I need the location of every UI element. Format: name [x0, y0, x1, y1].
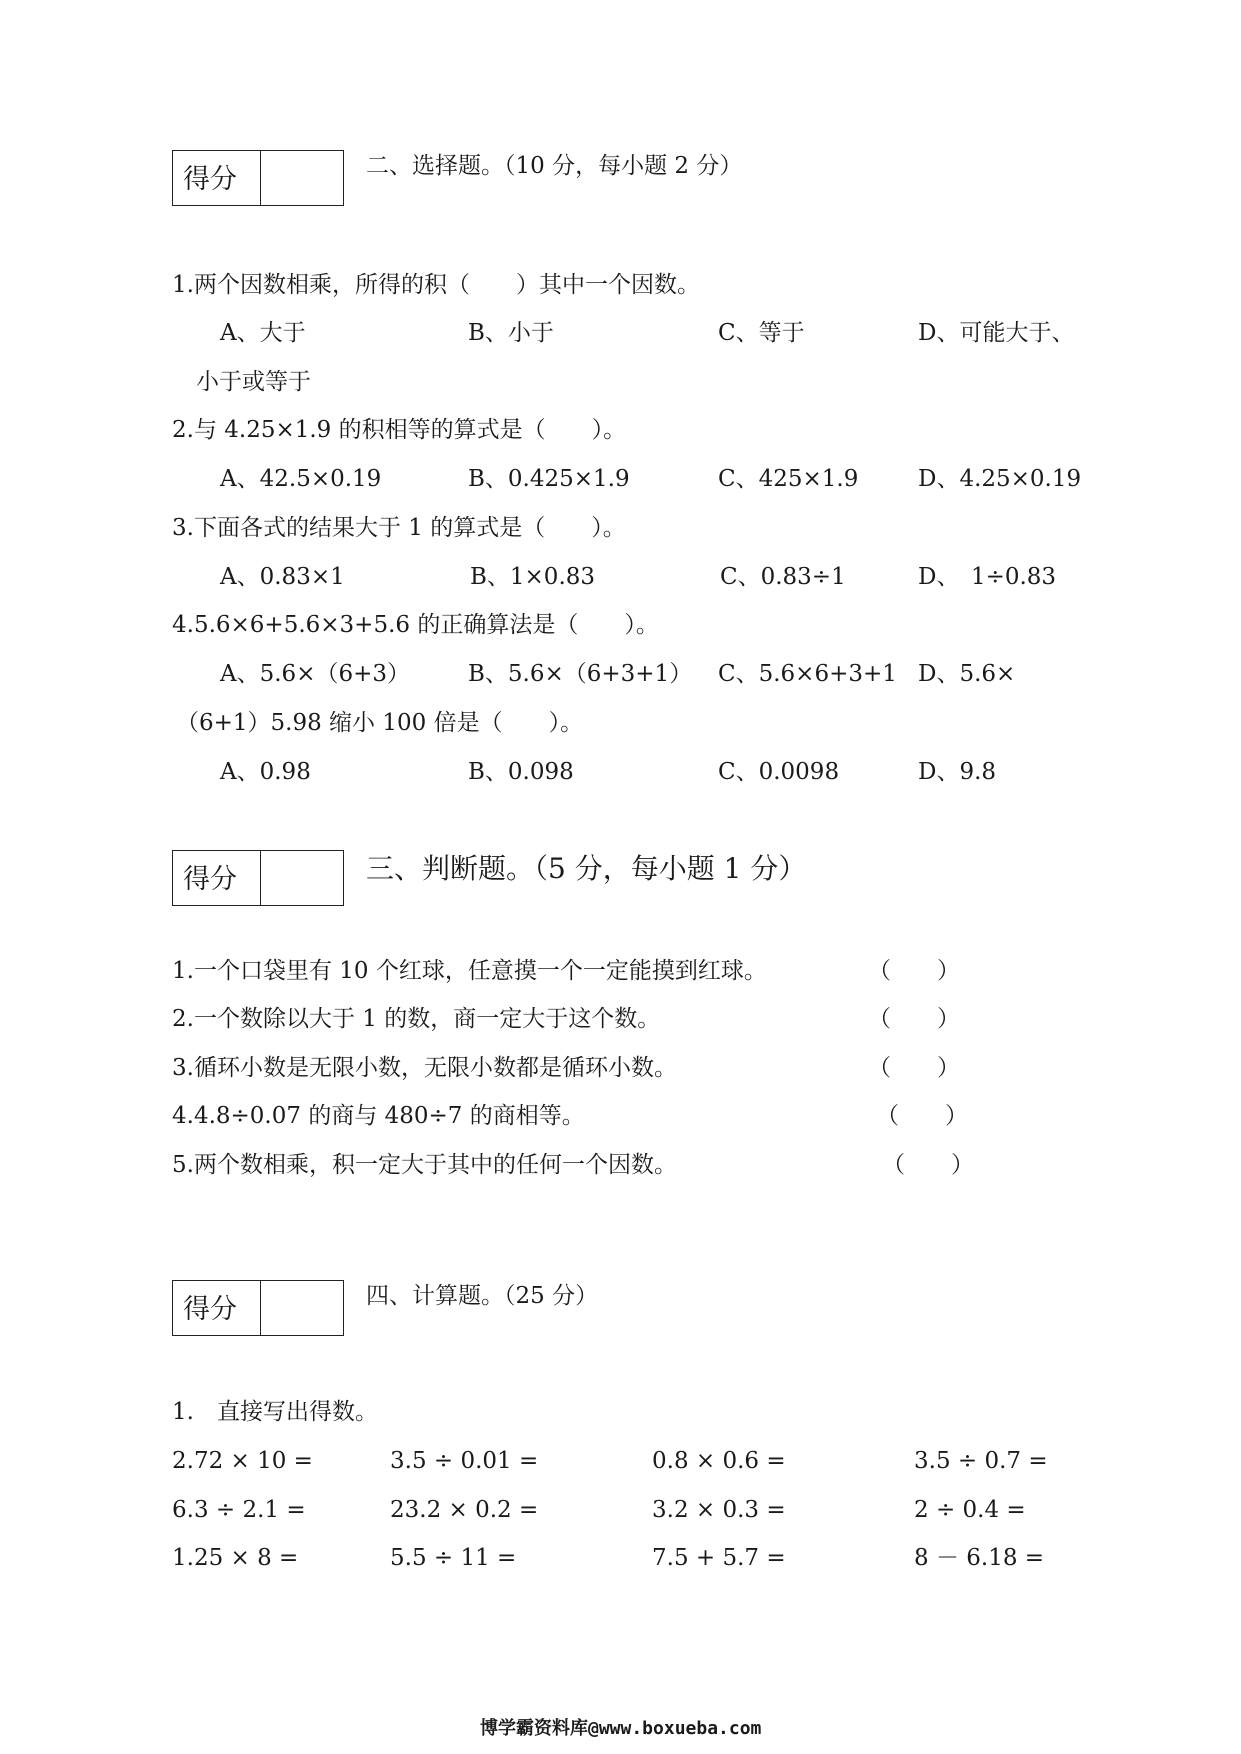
option: B、小于 — [468, 320, 554, 346]
score-blank — [261, 151, 343, 205]
section-title-choice: 二、选择题。（10 分，每小题 2 分） — [366, 153, 743, 179]
option: C、5.6×6+3+1 — [718, 661, 897, 687]
option: A、大于 — [220, 320, 306, 346]
option: D、 1÷0.83 — [918, 564, 1057, 590]
option: C、等于 — [718, 320, 805, 346]
option: B、5.6×（6+3+1） — [468, 661, 693, 687]
calc-item: 7.5 + 5.7 = — [652, 1545, 786, 1571]
judge-mark: （ ） — [868, 1006, 960, 1032]
question-1: 1.两个因数相乘，所得的积（ ）其中一个因数。 — [172, 272, 700, 298]
score-box — [172, 150, 344, 206]
option: B、0.098 — [468, 759, 574, 785]
score-box — [172, 850, 344, 906]
option: C、425×1.9 — [718, 466, 859, 492]
option: D、4.25×0.19 — [918, 466, 1082, 492]
section-title-judge: 三、判断题。（5 分，每小题 1 分） — [366, 852, 807, 885]
calc-item: 5.5 ÷ 11 = — [390, 1545, 517, 1571]
question-4: 4.5.6×6+5.6×3+5.6 的正确算法是（ ）。 — [172, 612, 659, 638]
option: B、1×0.83 — [470, 564, 596, 590]
score-blank — [261, 1281, 343, 1335]
option: D、可能大于、 — [918, 320, 1075, 346]
option: A、42.5×0.19 — [220, 466, 382, 492]
option: B、0.425×1.9 — [468, 466, 630, 492]
option: A、0.83×1 — [220, 564, 345, 590]
judge-item: 5.两个数相乘，积一定大于其中的任何一个因数。 — [172, 1152, 677, 1178]
calc-item: 6.3 ÷ 2.1 = — [172, 1497, 306, 1523]
score-label: 得分 — [173, 151, 261, 205]
option: C、0.0098 — [718, 759, 840, 785]
score-box — [172, 1280, 344, 1336]
option: A、5.6×（6+3） — [220, 661, 410, 687]
question-3: 3.下面各式的结果大于 1 的算式是（ ）。 — [172, 515, 626, 541]
option: D、9.8 — [918, 759, 997, 785]
score-label: 得分 — [173, 851, 261, 905]
judge-item: 2.一个数除以大于 1 的数，商一定大于这个数。 — [172, 1006, 661, 1032]
footer-watermark: 博学霸资料库@www.boxueba.com — [480, 1718, 762, 1739]
calc-item: 3.2 × 0.3 = — [652, 1497, 786, 1523]
judge-mark: （ ） — [868, 958, 960, 984]
question-4-continuation: （6+1）5.98 缩小 100 倍是（ ）。 — [176, 710, 584, 736]
option: D、5.6× — [918, 661, 1016, 687]
calc-item: 2.72 × 10 = — [172, 1448, 313, 1474]
calc-item: 3.5 ÷ 0.01 = — [390, 1448, 539, 1474]
option: C、0.83÷1 — [720, 564, 846, 590]
calc-item: 0.8 × 0.6 = — [652, 1448, 786, 1474]
judge-mark: （ ） — [882, 1152, 974, 1178]
calc-item: 23.2 × 0.2 = — [390, 1497, 539, 1523]
calc-item: 8 － 6.18 = — [914, 1545, 1045, 1571]
score-blank — [261, 851, 343, 905]
score-label: 得分 — [173, 1281, 261, 1335]
calc-item: 2 ÷ 0.4 = — [914, 1497, 1026, 1523]
section-title-calc: 四、计算题。（25 分） — [366, 1283, 599, 1309]
calc-item: 3.5 ÷ 0.7 = — [914, 1448, 1048, 1474]
judge-item: 4.4.8÷0.07 的商与 480÷7 的商相等。 — [172, 1103, 585, 1129]
question-1-continuation: 小于或等于 — [196, 369, 311, 395]
judge-item: 3.循环小数是无限小数，无限小数都是循环小数。 — [172, 1055, 677, 1081]
judge-mark: （ ） — [868, 1055, 960, 1081]
calc-item: 1.25 × 8 = — [172, 1545, 299, 1571]
calc-subtitle: 1. 直接写出得数。 — [172, 1399, 378, 1425]
option: A、0.98 — [220, 759, 311, 785]
question-2: 2.与 4.25×1.9 的积相等的算式是（ ）。 — [172, 417, 627, 443]
judge-item: 1.一个口袋里有 10 个红球，任意摸一个一定能摸到红球。 — [172, 958, 767, 984]
judge-mark: （ ） — [876, 1103, 968, 1129]
